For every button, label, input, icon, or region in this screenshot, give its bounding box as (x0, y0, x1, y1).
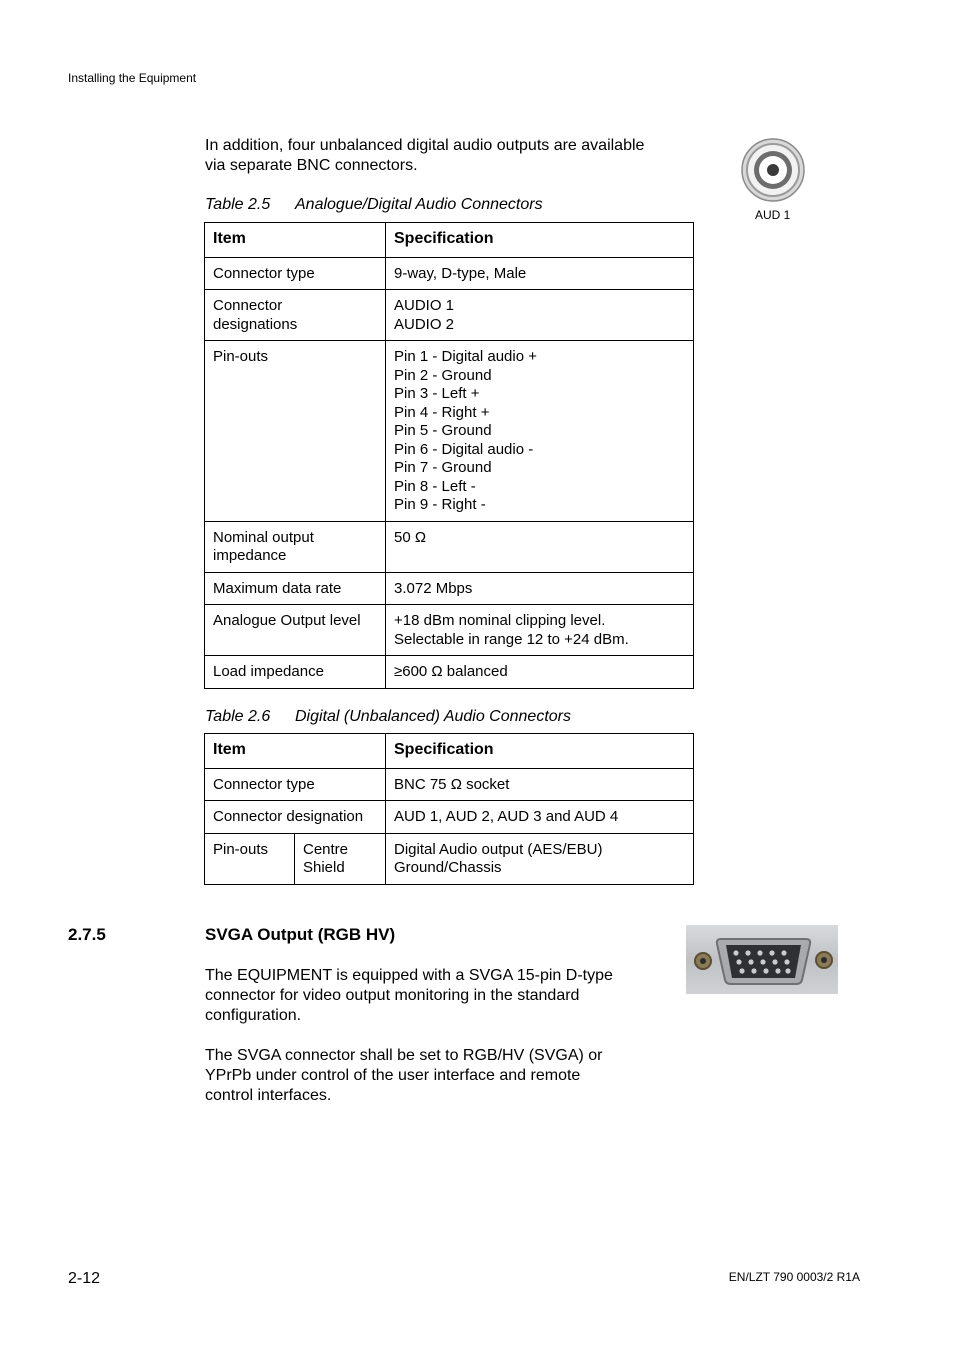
spec-cell (386, 605, 694, 656)
page-number: 2-12 (68, 1270, 101, 1287)
cell-line: Centre (303, 840, 349, 858)
cell-line: Ground/Chassis (394, 859, 502, 876)
cell-line: Connector (213, 297, 283, 314)
table-title: Analogue/Digital Audio Connectors (295, 196, 543, 213)
table-row (205, 801, 694, 834)
table-caption (205, 708, 571, 726)
table-row (205, 833, 694, 884)
cell-line: Nominal output (213, 528, 314, 546)
spec-cell (386, 656, 694, 689)
cell-line: designations (213, 315, 298, 333)
paragraph-line: The EQUIPMENT is equipped with a SVGA 15-pin D-type (205, 967, 613, 984)
intro-line: via separate BNC connectors. (205, 157, 418, 174)
item-cell (205, 605, 386, 656)
cell-line: Pin 9 - Right - (394, 496, 486, 513)
item-cell (205, 656, 386, 689)
item-cell: Connector type (205, 768, 386, 801)
sub-item-cell (295, 833, 386, 884)
spec-cell (386, 290, 694, 341)
cell-line: 9-way, D-type, Male (394, 264, 527, 282)
document-id: EN/LZT 790 0003/2 R1A (728, 1270, 860, 1284)
column-header: Item (205, 734, 386, 769)
cell-line: ≥600 Ω balanced (394, 663, 508, 680)
cell-line: Pin 1 - Digital audio + (394, 348, 537, 365)
bnc-figure-label: AUD 1 (755, 208, 791, 222)
cell-line: Pin 5 - Ground (394, 422, 492, 439)
table-title: Digital (Unbalanced) Audio Connectors (295, 708, 571, 725)
cell-line: AUDIO 2 (394, 315, 455, 333)
intro-line: In addition, four unbalanced digital audio outputs are available (205, 137, 645, 154)
column-header: Specification (386, 734, 694, 769)
table-header-row (205, 223, 694, 258)
cell-line: Analogue Output level (213, 612, 361, 629)
spec-cell (386, 257, 694, 290)
body-paragraph (205, 1046, 675, 1106)
table-caption (205, 196, 543, 214)
cell-line: Pin 3 - Left + (394, 385, 480, 402)
item-cell (205, 521, 386, 572)
table-number: Table 2.5 (205, 196, 271, 213)
spec-cell (386, 833, 694, 884)
svga-connector-icon (686, 925, 838, 994)
cell-line: 3.072 Mbps (394, 579, 473, 597)
spec-cell (386, 341, 694, 522)
item-cell (205, 290, 386, 341)
body-paragraph (205, 966, 675, 1026)
item-cell: Connector designation (205, 801, 386, 834)
section-title: SVGA Output (RGB HV) (205, 925, 396, 944)
cell-line: Load impedance (213, 663, 324, 680)
cell-line: Maximum data rate (213, 579, 342, 597)
column-header: Item (205, 223, 386, 258)
table-row (205, 572, 694, 605)
section-number: 2.7.5 (68, 925, 106, 944)
cell-line: 50 Ω (394, 528, 427, 546)
digital-audio-connectors-table (204, 733, 694, 885)
table-row (205, 605, 694, 656)
spec-cell (386, 521, 694, 572)
column-header: Specification (386, 223, 694, 258)
spec-cell: BNC 75 Ω socket (386, 768, 694, 801)
item-cell (205, 572, 386, 605)
cell-line: Pin 4 - Right + (394, 403, 490, 421)
table-header-row (205, 734, 694, 769)
table-row (205, 290, 694, 341)
cell-line: Selectable in range 12 to +24 dBm. (394, 630, 629, 648)
cell-line: Connector type (213, 264, 315, 282)
cell-line: Shield (303, 859, 345, 876)
cell-line: +18 dBm nominal clipping level. (394, 612, 606, 629)
cell-line: Pin-outs (213, 348, 269, 365)
paragraph-line: connector for video output monitoring in the standard (205, 987, 580, 1004)
intro-paragraph (205, 136, 705, 176)
item-cell (205, 341, 386, 522)
cell-line: Pin 7 - Ground (394, 459, 492, 476)
cell-line: AUDIO 1 (394, 297, 455, 314)
table-row (205, 341, 694, 522)
paragraph-line: The SVGA connector shall be set to RGB/HV (SVGA) or (205, 1047, 603, 1064)
table-row (205, 257, 694, 290)
cell-line: Pin 2 - Ground (394, 366, 492, 384)
running-head: Installing the Equipment (68, 71, 197, 85)
table-row (205, 521, 694, 572)
cell-line: Digital Audio output (AES/EBU) (394, 840, 603, 858)
spec-cell: AUD 1, AUD 2, AUD 3 and AUD 4 (386, 801, 694, 834)
item-cell: Pin-outs (205, 833, 295, 884)
spec-cell (386, 572, 694, 605)
paragraph-line: configuration. (205, 1007, 302, 1024)
paragraph-line: YPrPb under control of the user interface and remote (205, 1067, 581, 1084)
table-row (205, 768, 694, 801)
item-cell (205, 257, 386, 290)
audio-connectors-table (204, 222, 694, 689)
bnc-connector-icon (741, 138, 805, 202)
cell-line: impedance (213, 547, 287, 564)
paragraph-line: control interfaces. (205, 1087, 332, 1104)
cell-line: Pin 8 - Left - (394, 477, 476, 495)
table-number: Table 2.6 (205, 708, 271, 725)
cell-line: Pin 6 - Digital audio - (394, 440, 534, 458)
table-row (205, 656, 694, 689)
